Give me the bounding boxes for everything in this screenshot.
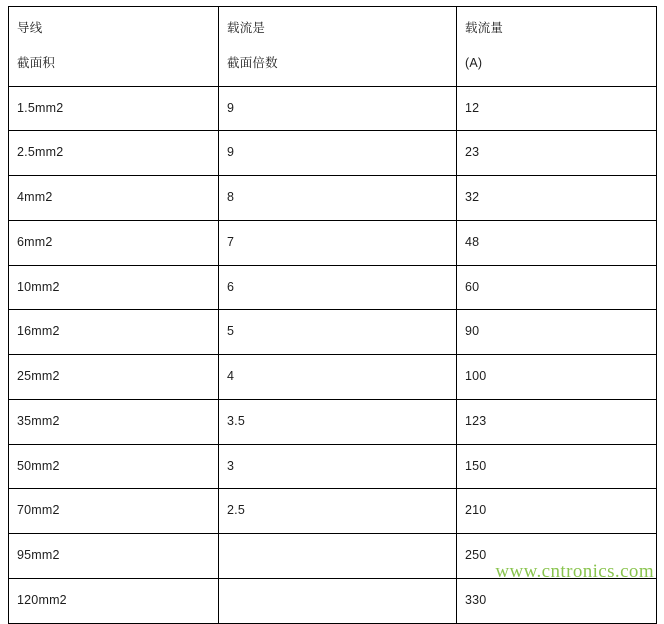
table-header-row [9,7,657,87]
site-watermark: www.cntronics.com [495,561,654,582]
header-line-secondary: (A) [465,55,483,70]
wire-ampacity-table [8,6,657,624]
header-cell-ampacity [457,7,657,87]
table-row [9,131,657,176]
header-cell-section-area [9,7,219,87]
cell-ampacity: 12 [457,86,657,131]
cell-ampacity: 23 [457,131,657,176]
cell-multiplier: 2.5 [219,489,457,534]
cell-ampacity: 48 [457,220,657,265]
cell-ampacity: 330 [457,578,657,623]
cell-section-area: 10mm2 [9,265,219,310]
table-row [9,265,657,310]
cell-section-area: 6mm2 [9,220,219,265]
cell-section-area: 4mm2 [9,176,219,221]
cell-section-area: 16mm2 [9,310,219,355]
cell-ampacity: 60 [457,265,657,310]
header-line-primary: 载流是 [227,21,266,35]
table-row [9,534,657,579]
cell-multiplier: 9 [219,131,457,176]
cell-ampacity: 90 [457,310,657,355]
wire-ampacity-table-container [8,6,656,624]
cell-multiplier: 7 [219,220,457,265]
header-cell-multiplier [219,7,457,87]
cell-section-area: 35mm2 [9,399,219,444]
cell-ampacity: 100 [457,355,657,400]
cell-section-area: 70mm2 [9,489,219,534]
table-row [9,86,657,131]
header-line-primary: 载流量 [465,21,504,35]
cell-multiplier: 3 [219,444,457,489]
header-line-primary: 导线 [17,21,43,35]
cell-section-area: 95mm2 [9,534,219,579]
cell-ampacity: 32 [457,176,657,221]
cell-ampacity: 210 [457,489,657,534]
cell-section-area: 2.5mm2 [9,131,219,176]
table-row [9,176,657,221]
header-line-secondary: 截面积 [17,55,56,70]
cell-multiplier [219,578,457,623]
table-row [9,310,657,355]
cell-ampacity: 150 [457,444,657,489]
cell-multiplier: 8 [219,176,457,221]
table-row [9,444,657,489]
cell-section-area: 50mm2 [9,444,219,489]
cell-multiplier: 3.5 [219,399,457,444]
cell-section-area: 1.5mm2 [9,86,219,131]
cell-multiplier: 5 [219,310,457,355]
table-row [9,399,657,444]
cell-section-area: 25mm2 [9,355,219,400]
table-row [9,578,657,623]
header-line-secondary: 截面倍数 [227,55,278,70]
table-row [9,220,657,265]
cell-multiplier: 6 [219,265,457,310]
table-row [9,489,657,534]
cell-ampacity: 250 [457,534,657,579]
cell-multiplier: 9 [219,86,457,131]
table-row [9,355,657,400]
cell-ampacity: 123 [457,399,657,444]
cell-multiplier [219,534,457,579]
cell-multiplier: 4 [219,355,457,400]
cell-section-area: 120mm2 [9,578,219,623]
